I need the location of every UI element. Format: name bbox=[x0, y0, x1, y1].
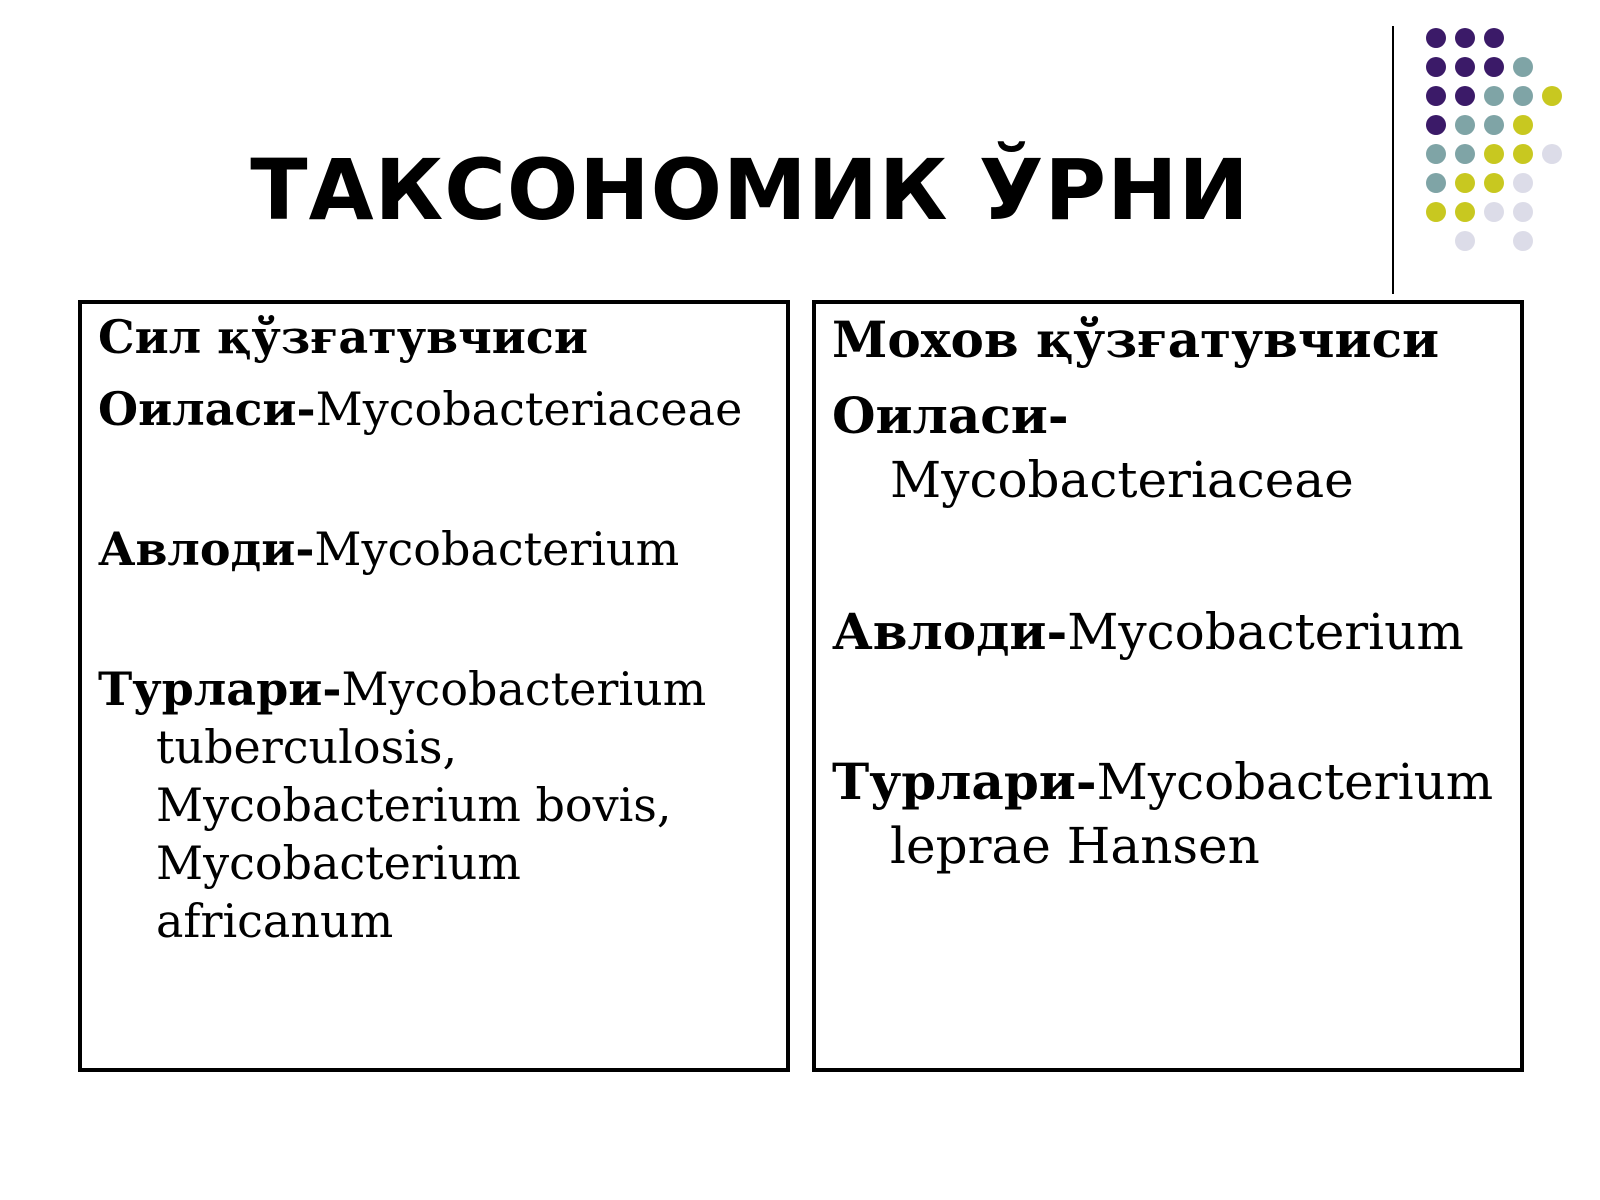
slide-title: ТАКСОНОМИК ЎРНИ bbox=[250, 141, 1250, 239]
right-genus-value: Mycobacterium bbox=[1067, 603, 1464, 661]
dot-grid-icon bbox=[0, 0, 1600, 300]
decorative-dot bbox=[1455, 86, 1475, 106]
decorative-dot bbox=[1426, 202, 1446, 222]
decorative-dot bbox=[1455, 173, 1475, 193]
left-species-value-1: Mycobacterium bbox=[341, 662, 707, 716]
right-panel bbox=[812, 300, 1524, 1072]
decorative-dot bbox=[1455, 144, 1475, 164]
decorative-dot bbox=[1426, 173, 1446, 193]
decorative-dot bbox=[1455, 231, 1475, 251]
right-species-row bbox=[832, 750, 1493, 814]
decorative-dot bbox=[1513, 57, 1533, 77]
decorative-dot bbox=[1484, 144, 1504, 164]
decorative-dot bbox=[1484, 173, 1504, 193]
left-panel-heading: Сил қўзғатувчиси bbox=[98, 310, 589, 364]
right-family-value: Mycobacteriaceae bbox=[890, 451, 1354, 509]
decorative-dot bbox=[1484, 28, 1504, 48]
decorative-dot bbox=[1455, 202, 1475, 222]
decorative-dot bbox=[1513, 115, 1533, 135]
decorative-dot bbox=[1426, 57, 1446, 77]
decorative-dot bbox=[1513, 173, 1533, 193]
decorative-dot bbox=[1513, 144, 1533, 164]
decorative-dot bbox=[1513, 202, 1533, 222]
decorative-dot bbox=[1426, 144, 1446, 164]
right-family-row bbox=[832, 384, 1069, 448]
left-family-label: Оиласи- bbox=[98, 382, 316, 436]
decorative-dot bbox=[1484, 202, 1504, 222]
left-family-row bbox=[98, 380, 742, 438]
decorative-dot bbox=[1455, 57, 1475, 77]
right-panel-heading: Мохов қўзғатувчиси bbox=[832, 310, 1440, 369]
decorative-dot bbox=[1542, 86, 1562, 106]
decorative-dot bbox=[1484, 86, 1504, 106]
left-genus-label: Авлоди- bbox=[98, 522, 315, 576]
left-species-label: Турлари- bbox=[98, 662, 342, 716]
decorative-dot bbox=[1426, 28, 1446, 48]
left-family-value: Mycobacteriaceae bbox=[315, 382, 743, 436]
left-species-row bbox=[98, 660, 706, 718]
right-species-value-2: leprae Hansen bbox=[890, 817, 1260, 875]
left-genus-value: Mycobacterium bbox=[314, 522, 680, 576]
left-species-value-4: Mycobacterium bbox=[156, 836, 521, 890]
decorative-dot bbox=[1426, 115, 1446, 135]
left-genus-row bbox=[98, 520, 679, 578]
left-species-value-5: africanum bbox=[156, 894, 394, 948]
left-species-value-3: Mycobacterium bovis, bbox=[156, 778, 672, 832]
decorative-dot bbox=[1455, 28, 1475, 48]
right-genus-row bbox=[832, 600, 1464, 664]
decorative-dot bbox=[1455, 115, 1475, 135]
right-species-label: Турлари- bbox=[832, 752, 1097, 811]
decorative-dot bbox=[1542, 144, 1562, 164]
decorative-dot bbox=[1484, 57, 1504, 77]
right-family-label: Оиласи- bbox=[832, 386, 1069, 445]
left-panel bbox=[78, 300, 790, 1072]
decorative-dot bbox=[1513, 86, 1533, 106]
decorative-dot bbox=[1426, 86, 1446, 106]
decorative-dot bbox=[1513, 231, 1533, 251]
decorative-dot bbox=[1484, 115, 1504, 135]
left-species-value-2: tuberculosis, bbox=[156, 720, 458, 774]
right-species-value-1: Mycobacterium bbox=[1096, 753, 1494, 811]
right-genus-label: Авлоди- bbox=[832, 602, 1068, 661]
